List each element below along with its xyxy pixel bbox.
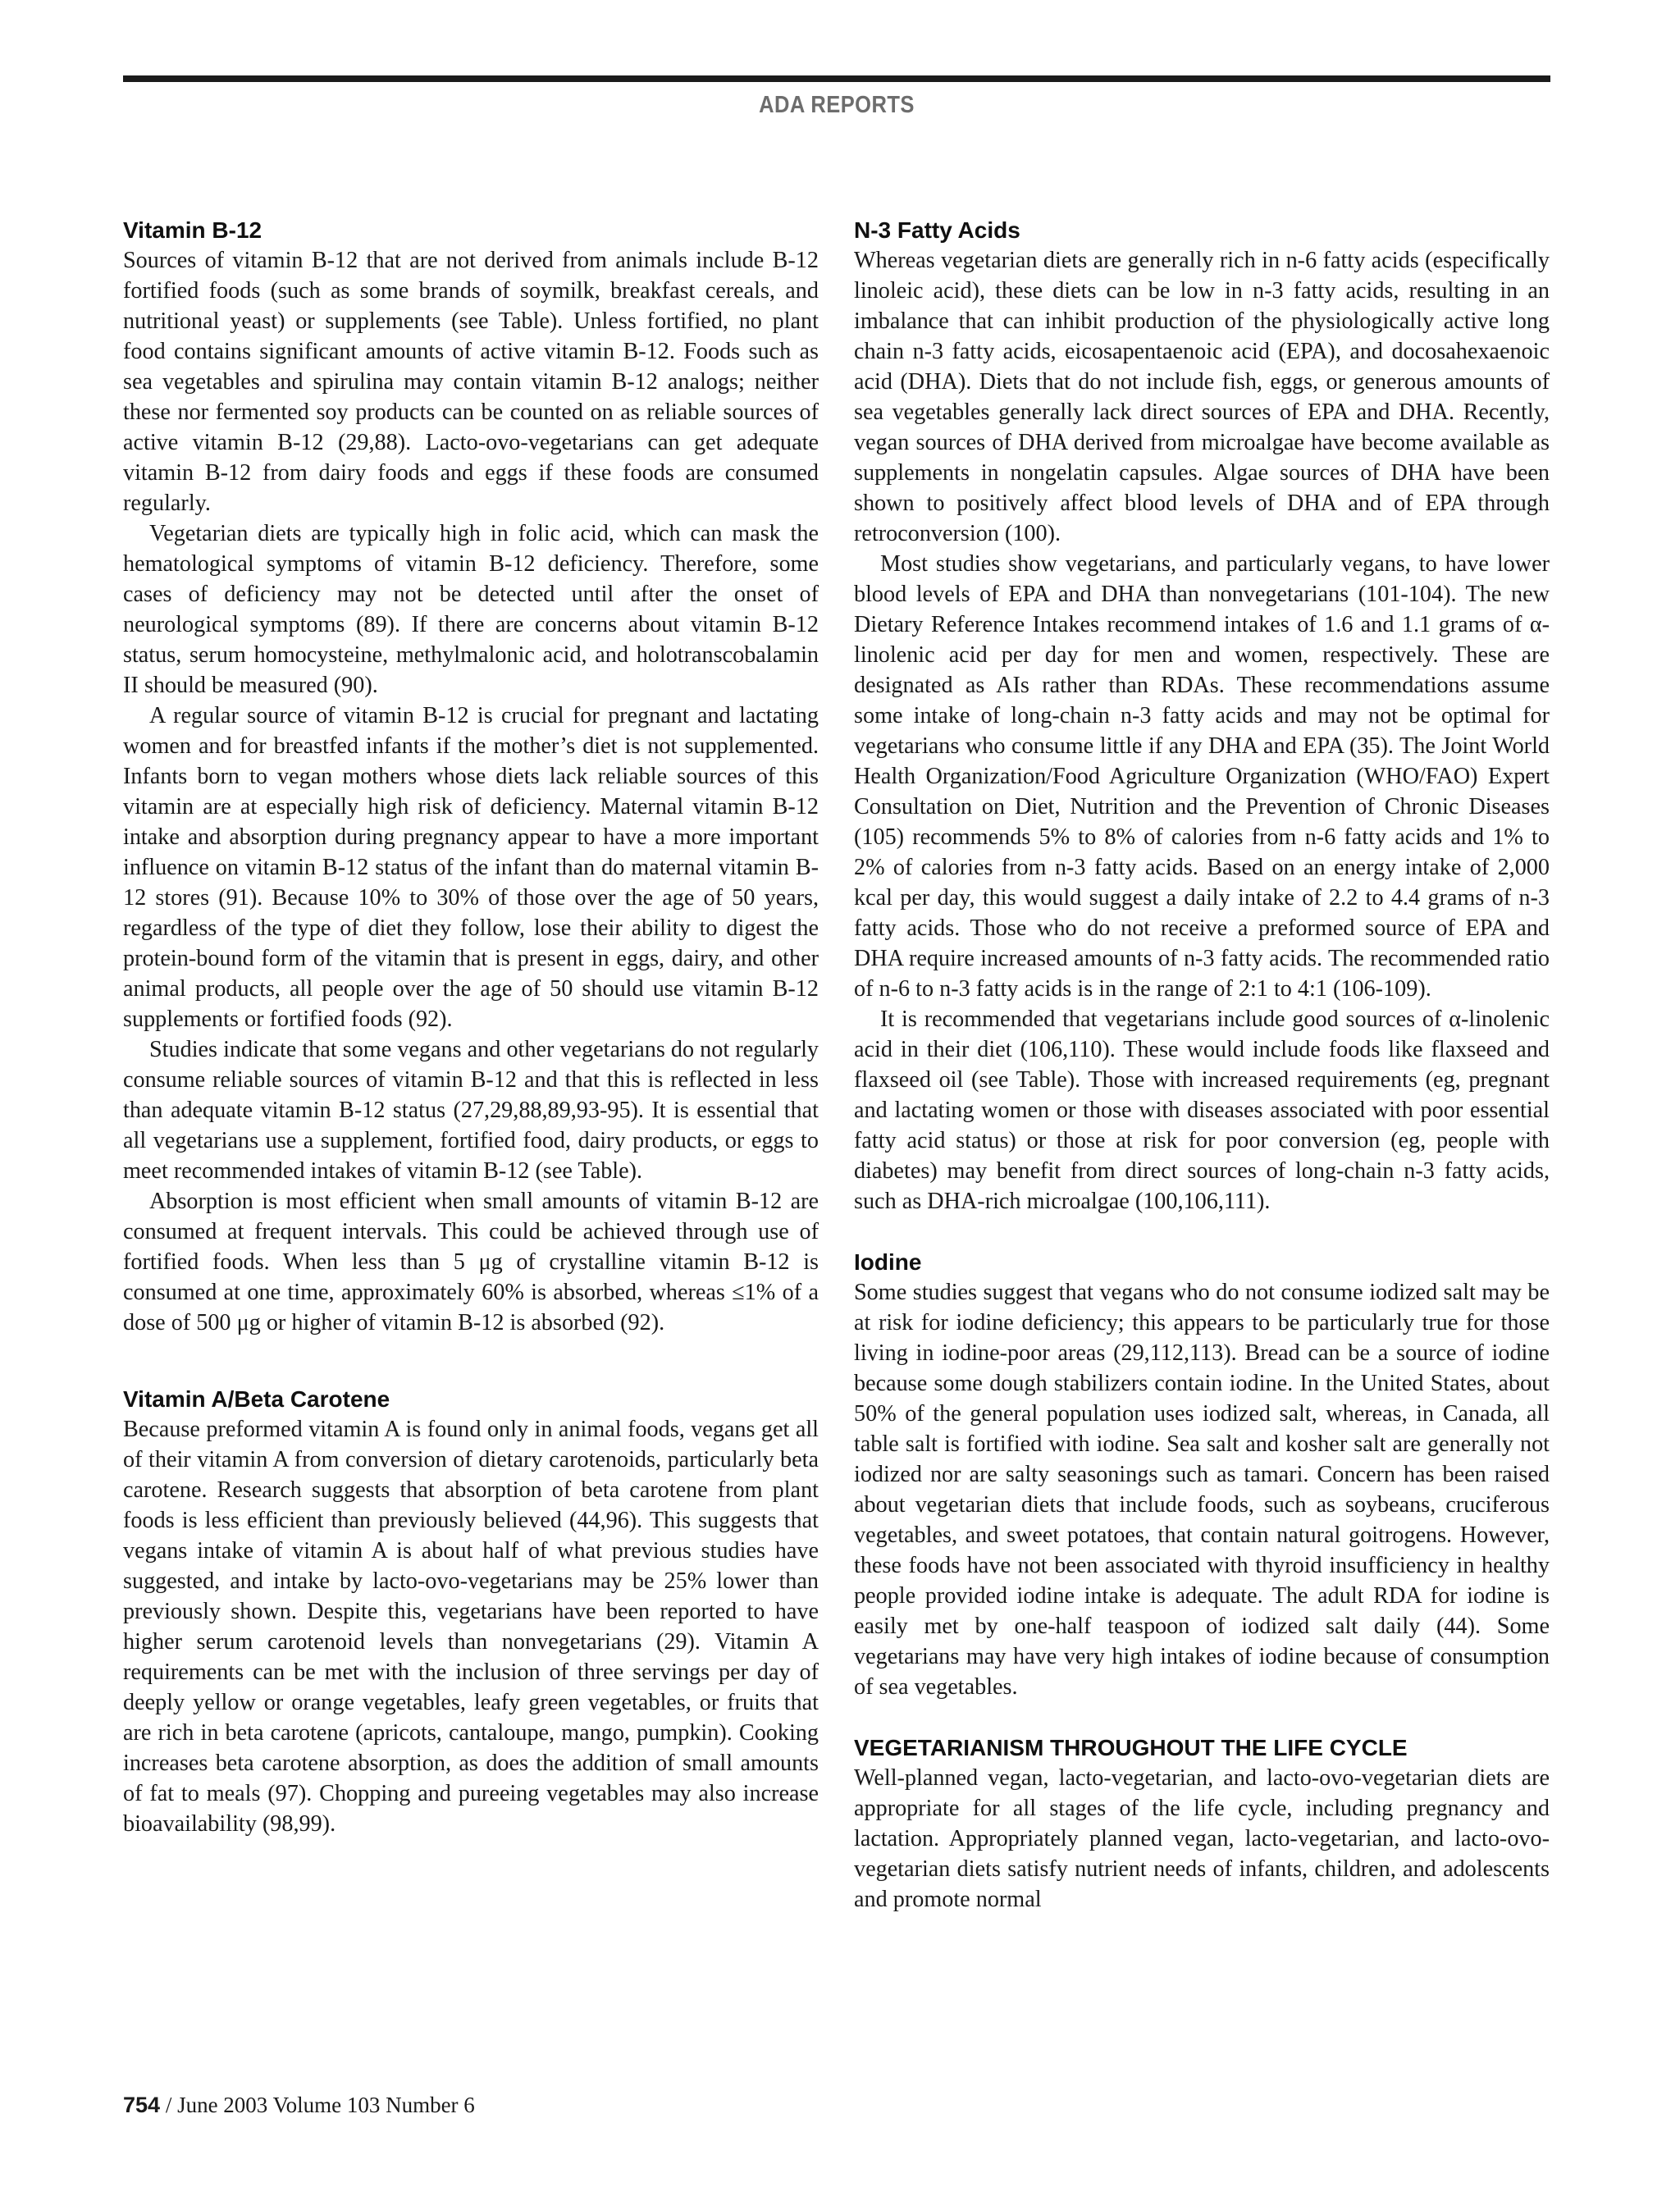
section-spacer [854, 1217, 1550, 1247]
section-heading-vitamin-a: Vitamin A/Beta Carotene [123, 1386, 390, 1412]
paragraph: Sources of vitamin B-12 that are not derived from animals include B-12 fortified foods (such as some brands of soymilk, breakfast cereals, and nutritional yeast) or supplements (see Table). Unless fortified, no plant food contains significant amounts of active vitamin B-12. Foods such as sea vegetables and spirulina may contain vitamin B-12 analogs; neither these nor fermented soy products can be counted on as reliable sources of active vitamin B-12 (29,88). Lacto-ovo-vegetarians can get adequate vitamin B-12 from dairy foods and eggs if these foods are consumed regularly. [123, 248, 819, 516]
left-column [123, 215, 819, 1839]
section-spacer [123, 1338, 819, 1384]
right-column [854, 215, 1550, 1915]
paragraph: Because preformed vitamin A is found only in animal foods, vegans get all of their vitamin A from conversion of dietary carotenoids, particularly beta carotene. Research suggests that absorption of beta carotene from plant foods is less efficient than previously believed (44,96). This suggests that vegans intake of vitamin A is about half of what previous studies have suggested, and intake by lacto-ovo-vegetarians may be 25% lower than previously shown. Despite this, vegetarians have been reported to have higher serum carotenoid levels than nonvegetarians (29). Vitamin A requirements can be met with the inclusion of three servings per day of deeply yellow or orange vegetables, leafy green vegetables, or fruits that are rich in beta carotene (apricots, cantaloupe, mango, pumpkin). Cooking increases beta carotene absorption, as does the addition of small amounts of fat to meals (97). Chopping and pureeing vegetables may also increase bioavailability (98,99). [123, 1417, 819, 1837]
section-spacer [854, 1702, 1550, 1732]
paragraph: Vegetarian diets are typically high in folic acid, which can mask the hematological symptoms of vitamin B-12 deficiency. Therefore, some cases of deficiency may not be detected until after the onset of neurological symptoms (89). If there are concerns about vitamin B-12 status, serum homocysteine, methylmalonic acid, and holotranscobalamin II should be measured (90). [123, 521, 819, 698]
section-heading-vitamin-b12: Vitamin B-12 [123, 217, 262, 243]
paragraph: It is recommended that vegetarians include good sources of α-linolenic acid in their diet (106,110). These would include foods like flaxseed and flaxseed oil (see Table). Those with increased requirements (eg, pregnant and lactating women or those with diseases associated with poor essential fatty acid status) or those at risk for poor conversion (eg, people with diabetes) may benefit from direct sources of long-chain n-3 fatty acids, such as DHA-rich microalgae (100,106,111). [854, 1007, 1550, 1214]
top-rule [123, 75, 1550, 82]
section-heading-iodine: Iodine [854, 1249, 922, 1275]
paragraph: Studies indicate that some vegans and other vegetarians do not regularly consume reliable sources of vitamin B-12 and that this is reflected in less than adequate vitamin B-12 status (27,29,88,89,93-95). It is essential that all vegetarians use a supplement, fortified food, dairy products, or eggs to meet recommended intakes of vitamin B-12 (see Table). [123, 1037, 819, 1184]
page-number: 754 [123, 2093, 161, 2117]
running-head: ADA REPORTS [759, 92, 915, 118]
page-footer [123, 2093, 475, 2118]
paragraph: Whereas vegetarian diets are generally rich in n-6 fatty acids (especifically linoleic acid), these diets can be low in n-3 fatty acids, resulting in an imbalance that can inhibit production of the physiologically active long chain n-3 fatty acids, eicosapentaenoic acid (EPA), and docosahexaenoic acid (DHA). Diets that do not include fish, eggs, or generous amounts of sea vegetables generally lack direct sources of EPA and DHA. Recently, vegan sources of DHA derived from microalgae have become available as supplements in nongelatin capsules. Algae sources of DHA have been shown to positively affect blood levels of DHA and of EPA through retroconversion (100). [854, 248, 1550, 546]
paragraph: A regular source of vitamin B-12 is crucial for pregnant and lactating women and for breastfed infants if the mother’s diet is not supplemented. Infants born to vegan mothers whose diets lack reliable sources of this vitamin are at especially high risk of deficiency. Maternal vitamin B-12 intake and absorption during pregnancy appear to have a more important influence on vitamin B-12 status of the infant than do maternal vitamin B-12 stores (91). Because 10% to 30% of those over the age of 50 years, regardless of the type of diet they follow, lose their ability to digest the protein-bound form of the vitamin that is present in eggs, dairy, and other animal products, all people over the age of 50 should use vitamin B-12 supplements or fortified foods (92). [123, 703, 819, 1032]
paragraph: Some studies suggest that vegans who do not consume iodized salt may be at risk for iodine deficiency; this appears to be particularly true for those living in iodine-poor areas (29,112,113). Bread can be a source of iodine because some dough stabilizers contain iodine. In the United States, about 50% of the general population uses iodized salt, whereas, in Canada, all table salt is fortified with iodine. Sea salt and kosher salt are generally not iodized nor are salty seasonings such as tamari. Concern has been raised about vegetarian diets that include foods, such as soybeans, cruciferous vegetables, and sweet potatoes, that contain natural goitrogens. However, these foods have not been associated with thyroid insufficiency in healthy people provided iodine intake is adequate. The adult RDA for iodine is easily met by one-half teaspoon of iodized salt daily (44). Some vegetarians may have very high intakes of iodine because of consumption of sea vegetables. [854, 1280, 1550, 1700]
journal-citation: / June 2003 Volume 103 Number 6 [160, 2093, 475, 2117]
paragraph: Absorption is most efficient when small amounts of vitamin B-12 are consumed at frequent intervals. This could be achieved through use of fortified foods. When less than 5 μg of crystalline vitamin B-12 is consumed at one time, approximately 60% is absorbed, whereas ≤1% of a dose of 500 μg or higher of vitamin B-12 is absorbed (92). [123, 1189, 819, 1335]
section-heading-life-cycle: VEGETARIANISM THROUGHOUT THE LIFE CYCLE [854, 1735, 1408, 1760]
paragraph: Most studies show vegetarians, and particularly vegans, to have lower blood levels of EPA and DHA than nonvegetarians (101-104). The new Dietary Reference Intakes recommend intakes of 1.6 and 1.1 grams of α-linolenic acid per day for men and women, respectively. These are designated as AIs rather than RDAs. These recommendations assume some intake of long-chain n-3 fatty acids and may not be optimal for vegetarians who consume little if any DHA and EPA (35). The Joint World Health Organization/Food Agriculture Organization (WHO/FAO) Expert Consultation on Diet, Nutrition and the Prevention of Chronic Diseases (105) recommends 5% to 8% of calories from n-6 fatty acids and 1% to 2% of calories from n-3 fatty acids. Based on an energy intake of 2,000 kcal per day, this would suggest a daily intake of 2.2 to 4.4 grams of n-3 fatty acids. Those who do not receive a preformed source of EPA and DHA require increased amounts of n-3 fatty acids. The recommended ratio of n-6 to n-3 fatty acids is in the range of 2:1 to 4:1 (106-109). [854, 551, 1550, 1002]
section-heading-n3-fatty-acids: N-3 Fatty Acids [854, 217, 1020, 243]
paragraph: Well-planned vegan, lacto-vegetarian, and lacto-ovo-vegetarian diets are appropriate for all stages of the life cycle, including pregnancy and lactation. Appropriately planned vegan, lacto-vegetarian, and lacto-ovo-vegetarian diets satisfy nutrient needs of infants, children, and adolescents and promote normal [854, 1765, 1550, 1912]
